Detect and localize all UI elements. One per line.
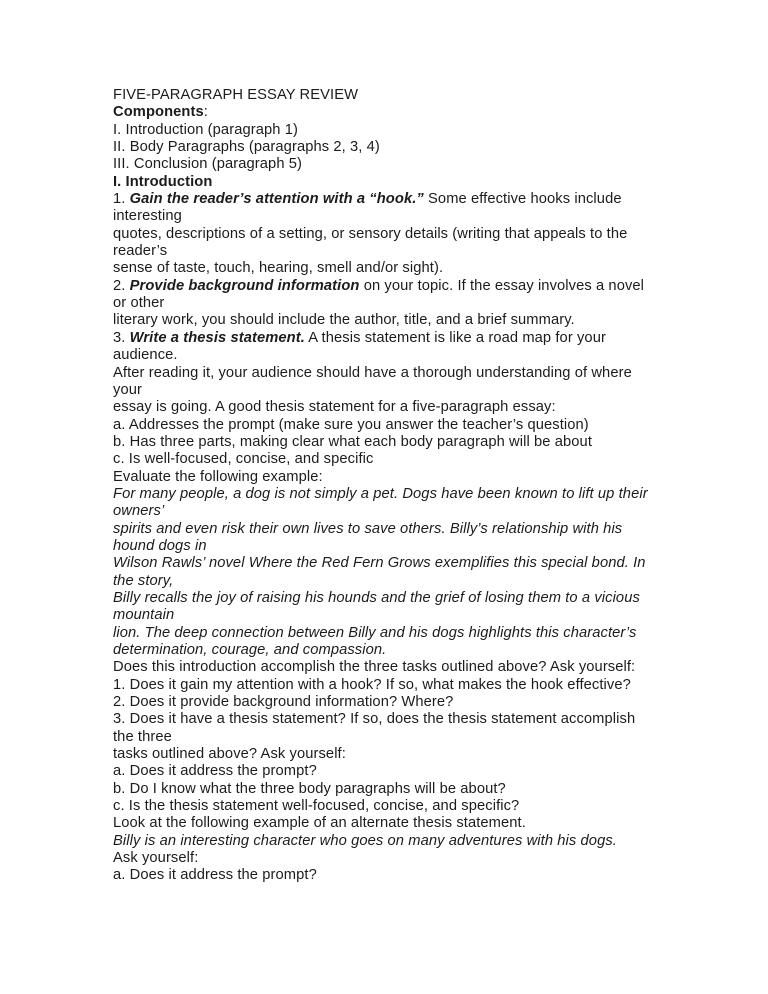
text-segment: Does this introduction accomplish the three tasks outlined above? Ask yourself: bbox=[113, 659, 636, 676]
text-line bbox=[113, 867, 648, 884]
text-segment: Components bbox=[113, 104, 204, 121]
text-segment: lion. The deep connection between Billy and his dogs highlights this character’s bbox=[113, 624, 637, 641]
text-segment: hound dogs in bbox=[113, 537, 207, 554]
text-segment: 2. bbox=[113, 277, 130, 294]
text-segment: I. Introduction (paragraph 1) bbox=[113, 121, 298, 138]
text-segment: c. Is well-focused, concise, and specific bbox=[113, 451, 374, 468]
text-segment: on your topic. If the essay involves a novel bbox=[359, 277, 645, 294]
text-segment: sense of taste, touch, hearing, smell and/or sight). bbox=[113, 260, 444, 277]
text-line bbox=[113, 746, 648, 763]
text-line bbox=[113, 139, 648, 156]
text-line bbox=[113, 87, 648, 104]
text-line bbox=[113, 538, 648, 555]
text-segment: After reading it, your audience should have a thorough understanding of where bbox=[113, 364, 632, 381]
text-line bbox=[113, 295, 648, 312]
text-line bbox=[113, 417, 648, 434]
text-segment: III. Conclusion (paragraph 5) bbox=[113, 156, 303, 173]
text-line bbox=[113, 503, 648, 520]
text-line bbox=[113, 312, 648, 329]
text-line bbox=[113, 798, 648, 815]
text-segment: mountain bbox=[113, 607, 175, 624]
text-segment: A thesis statement is like a road map for your bbox=[304, 329, 606, 346]
text-segment: owners’ bbox=[113, 503, 165, 520]
text-segment: 3. bbox=[113, 329, 130, 346]
text-segment: spirits and even risk their own lives to save others. Billy’s relationship with his bbox=[113, 520, 623, 537]
text-segment: 3. Does it have a thesis statement? If so, does the thesis statement accomplish bbox=[113, 711, 636, 728]
text-line bbox=[113, 694, 648, 711]
text-segment: Look at the following example of an alternate thesis statement. bbox=[113, 815, 526, 832]
text-line bbox=[113, 260, 648, 277]
text-line bbox=[113, 607, 648, 624]
text-line bbox=[113, 278, 648, 295]
text-segment: quotes, descriptions of a setting, or sensory details (writing that appeals to the bbox=[113, 225, 628, 242]
text-line bbox=[113, 590, 648, 607]
text-line bbox=[113, 399, 648, 416]
text-segment: For many people, a dog is not simply a pet. Dogs have been known to lift up their bbox=[113, 485, 648, 502]
text-segment: 2. Does it provide background information? Where? bbox=[113, 694, 454, 711]
text-segment: Gain the reader’s attention with a “hook.” bbox=[129, 191, 424, 208]
text-segment: a. Does it address the prompt? bbox=[113, 867, 317, 884]
text-line bbox=[113, 815, 648, 832]
text-line bbox=[113, 347, 648, 364]
text-segment: a. Does it address the prompt? bbox=[113, 763, 317, 780]
text-line bbox=[113, 434, 648, 451]
text-line bbox=[113, 226, 648, 243]
text-segment: Provide background information bbox=[129, 277, 360, 294]
text-line bbox=[113, 677, 648, 694]
essay-review-content bbox=[113, 87, 648, 885]
text-line bbox=[113, 451, 648, 468]
text-segment: the story, bbox=[113, 572, 174, 589]
text-segment: a. Addresses the prompt (make sure you answer the teacher’s question) bbox=[113, 416, 589, 433]
text-line bbox=[113, 833, 648, 850]
text-segment: audience. bbox=[113, 347, 178, 364]
text-line bbox=[113, 521, 648, 538]
text-segment: 1. bbox=[113, 191, 130, 208]
text-segment: c. Is the thesis statement well-focused, concise, and specific? bbox=[113, 798, 520, 815]
text-line bbox=[113, 469, 648, 486]
text-segment: tasks outlined above? Ask yourself: bbox=[113, 746, 346, 763]
text-line bbox=[113, 365, 648, 382]
text-segment: : bbox=[203, 104, 208, 121]
text-line bbox=[113, 625, 648, 642]
text-line bbox=[113, 850, 648, 867]
text-line bbox=[113, 729, 648, 746]
text-segment: determination, courage, and compassion. bbox=[113, 642, 387, 658]
text-segment: FIVE-PARAGRAPH ESSAY REVIEW bbox=[113, 87, 359, 103]
text-line bbox=[113, 191, 648, 208]
text-line bbox=[113, 659, 648, 676]
text-segment: b. Do I know what the three body paragraphs will be about? bbox=[113, 780, 506, 797]
text-segment: your bbox=[113, 381, 142, 398]
text-segment: the three bbox=[113, 728, 172, 745]
text-segment: Some effective hooks include bbox=[423, 191, 622, 208]
text-line bbox=[113, 555, 648, 572]
text-segment: Wilson Rawls’ novel Where the Red Fern Grows exemplifies this special bond. In bbox=[113, 555, 646, 572]
text-segment: Ask yourself: bbox=[113, 850, 199, 867]
text-line bbox=[113, 243, 648, 260]
text-segment: II. Body Paragraphs (paragraphs 2, 3, 4) bbox=[113, 139, 380, 156]
text-line bbox=[113, 174, 648, 191]
text-line bbox=[113, 104, 648, 121]
text-segment: Billy is an interesting character who goes on many adventures with his dogs. bbox=[113, 832, 617, 849]
text-line bbox=[113, 486, 648, 503]
text-segment: Write a thesis statement. bbox=[129, 329, 305, 346]
text-segment: Billy recalls the joy of raising his hounds and the grief of losing them to a vicious bbox=[113, 589, 640, 606]
text-line bbox=[113, 781, 648, 798]
text-line bbox=[113, 330, 648, 347]
text-segment: b. Has three parts, making clear what each body paragraph will be about bbox=[113, 433, 592, 450]
text-segment: essay is going. A good thesis statement for a five-paragraph essay: bbox=[113, 399, 556, 416]
text-segment: 1. Does it gain my attention with a hook? If so, what makes the hook effective? bbox=[113, 676, 631, 693]
text-line bbox=[113, 763, 648, 780]
text-line bbox=[113, 642, 648, 659]
text-line bbox=[113, 711, 648, 728]
text-segment: Evaluate the following example: bbox=[113, 468, 323, 485]
text-segment: I. Introduction bbox=[113, 173, 213, 190]
text-line bbox=[113, 573, 648, 590]
text-line bbox=[113, 122, 648, 139]
text-segment: reader’s bbox=[113, 243, 168, 260]
text-segment: or other bbox=[113, 295, 165, 312]
text-segment: interesting bbox=[113, 208, 182, 225]
text-line bbox=[113, 156, 648, 173]
text-line bbox=[113, 208, 648, 225]
text-segment: literary work, you should include the author, title, and a brief summary. bbox=[113, 312, 575, 329]
text-line bbox=[113, 382, 648, 399]
